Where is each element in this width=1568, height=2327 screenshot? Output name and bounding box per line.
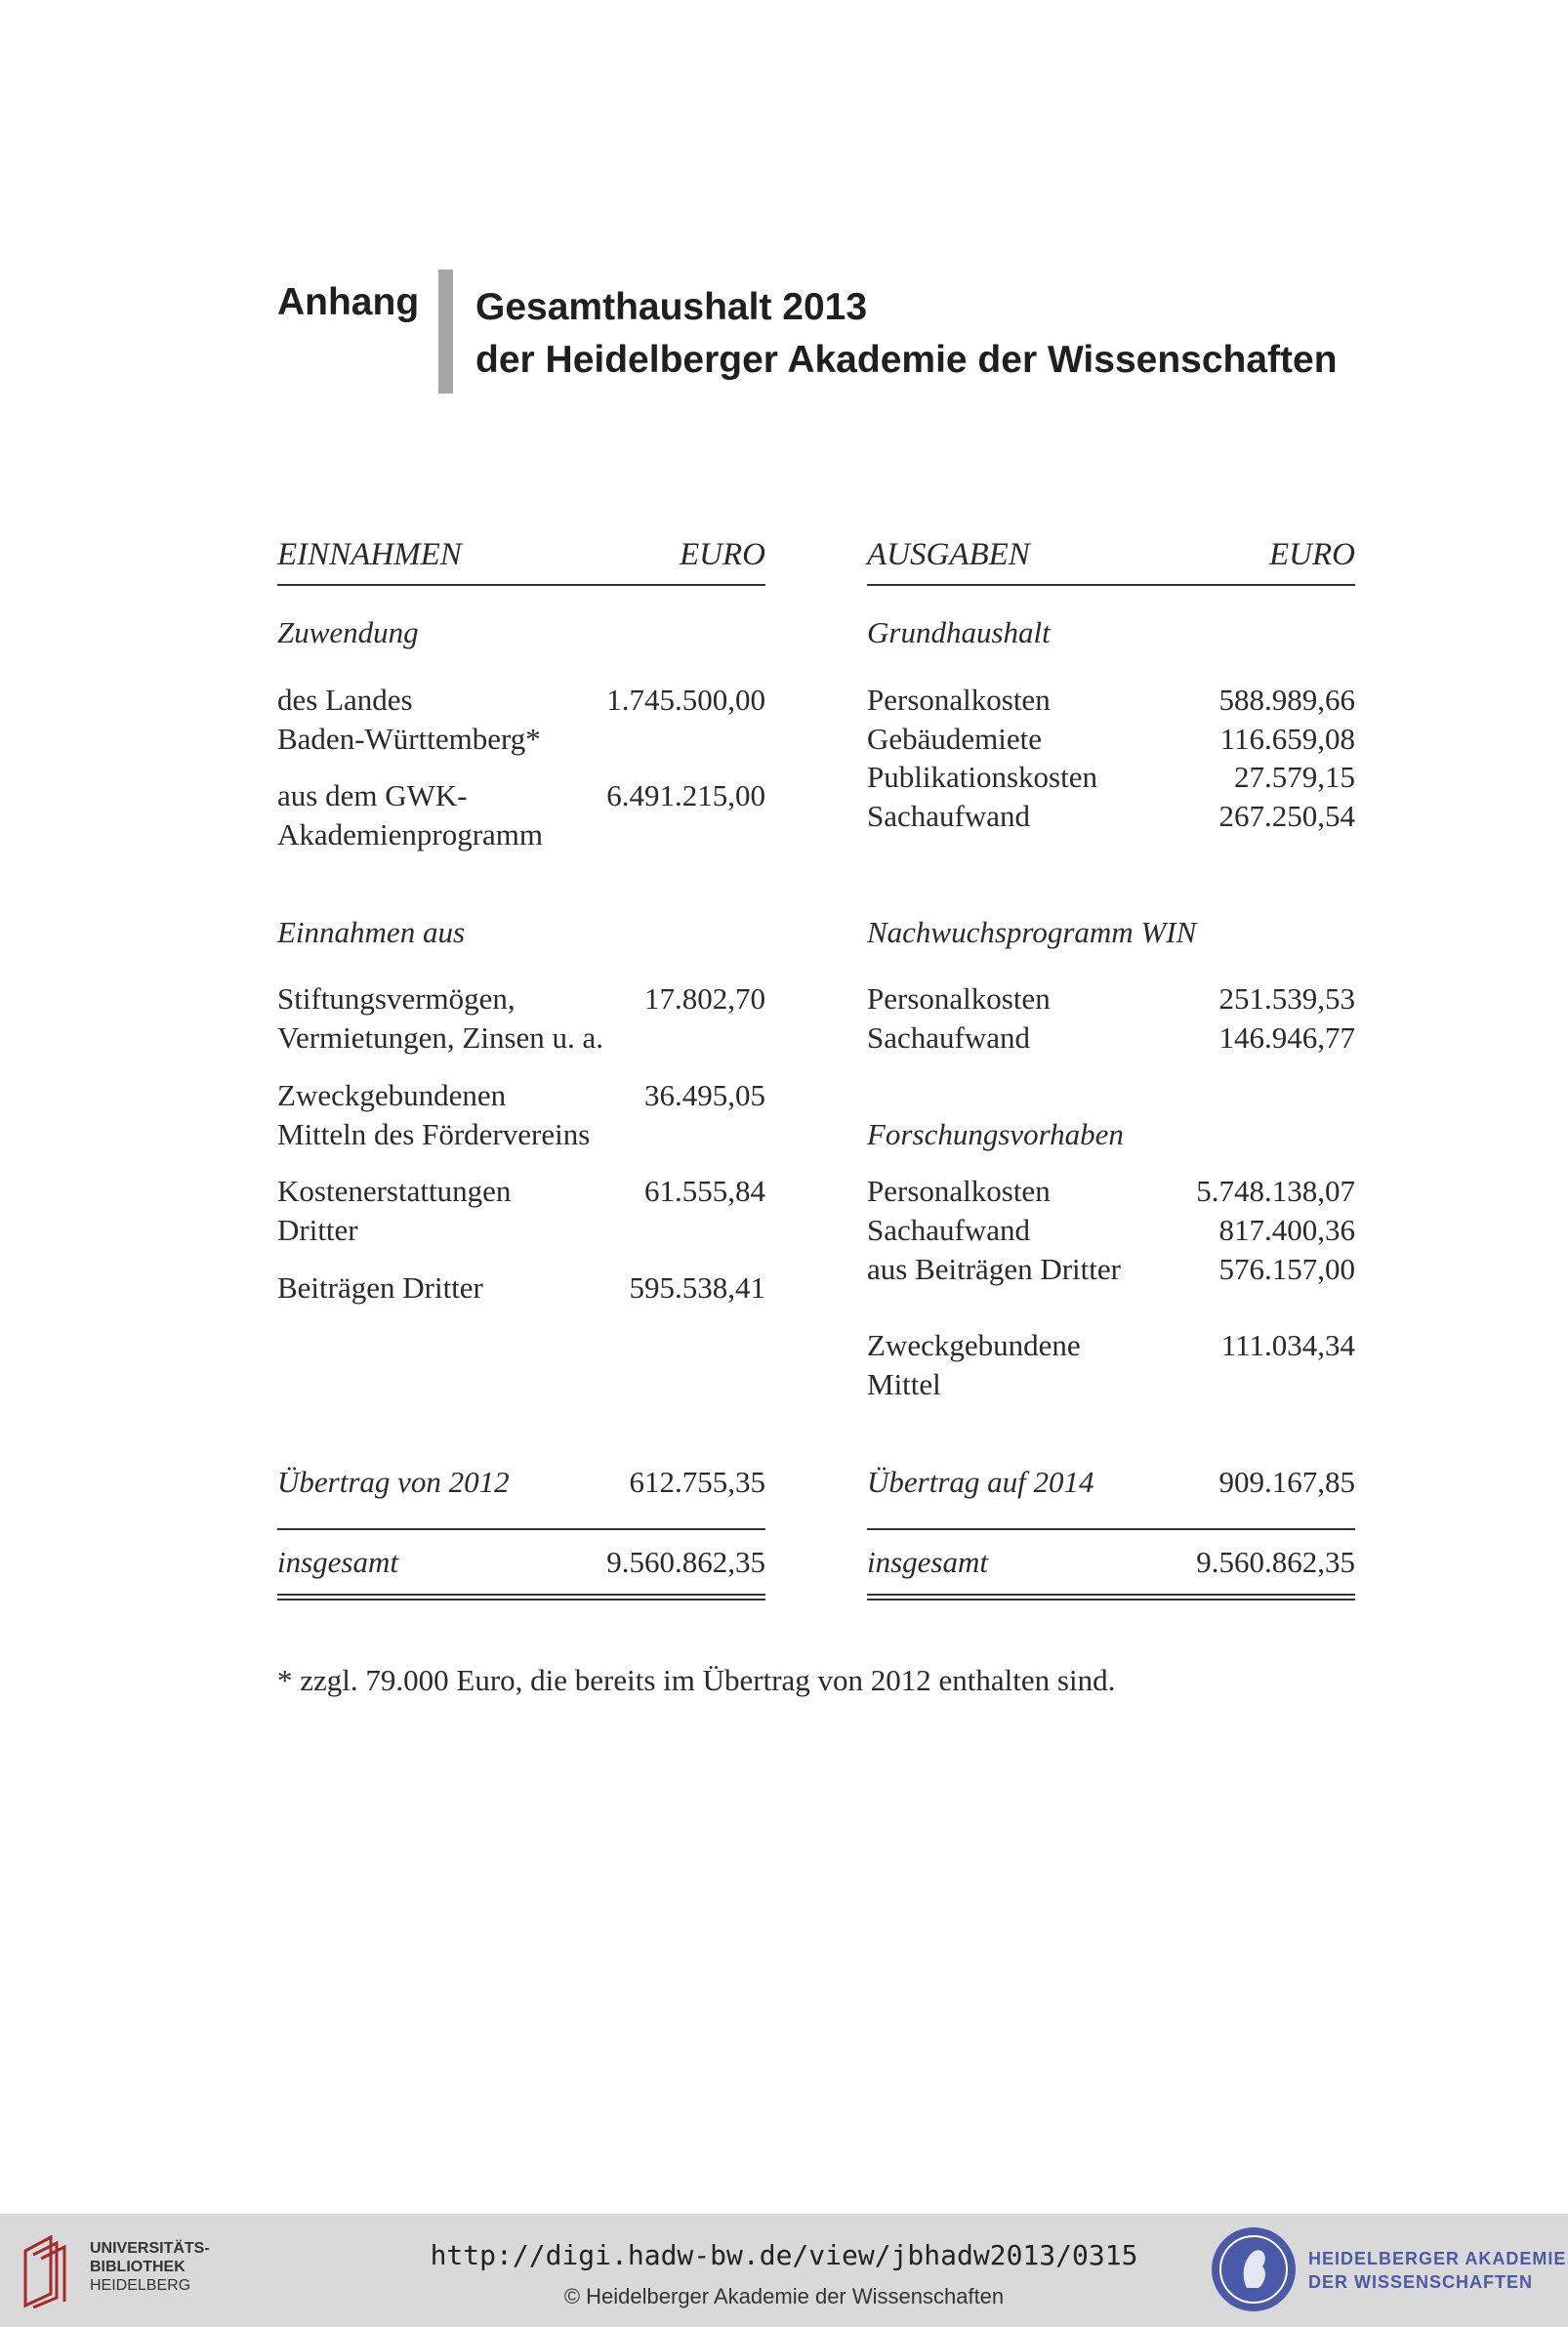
income-section-title: Einnahmen aus bbox=[277, 915, 466, 949]
expenses-total-label: insgesamt bbox=[867, 1545, 988, 1579]
income-row-label: Stiftungsvermögen, bbox=[277, 981, 516, 1016]
copyright-notice: © Heidelberger Akademie der Wissenschaften bbox=[563, 2284, 1005, 2308]
expenses-row-value: 27.579,15 bbox=[1234, 760, 1355, 794]
expenses-header-rule bbox=[867, 584, 1355, 586]
income-row-label: Kostenerstattungen bbox=[277, 1174, 512, 1208]
income-header-rule bbox=[277, 584, 765, 586]
expenses-section-title: Grundhaushalt bbox=[867, 615, 1051, 649]
income-total-value: 9.560.862,35 bbox=[606, 1545, 765, 1579]
expenses-row-label: aus Beiträgen Dritter bbox=[867, 1252, 1121, 1286]
expenses-section-title: Forschungsvorhaben bbox=[867, 1117, 1124, 1151]
expenses-carryover-value: 909.167,85 bbox=[1218, 1465, 1355, 1499]
expenses-total-value: 9.560.862,35 bbox=[1196, 1545, 1355, 1579]
academy-seal-icon bbox=[1212, 2227, 1296, 2311]
income-row-value: 17.802,70 bbox=[644, 981, 765, 1016]
income-row-value: 61.555,84 bbox=[644, 1174, 765, 1208]
income-subtotal-rule bbox=[277, 1528, 765, 1530]
income-row-value: 595.538,41 bbox=[629, 1270, 765, 1305]
academy-name-line-1: HEIDELBERGER AKADEMIE bbox=[1308, 2249, 1567, 2268]
section-label: Anhang bbox=[277, 281, 420, 323]
academy-name bbox=[1308, 2247, 1566, 2294]
income-row-label-cont: Mitteln des Fördervereins bbox=[277, 1117, 591, 1151]
expenses-total-double-rule bbox=[867, 1594, 1355, 1600]
income-total-label: insgesamt bbox=[277, 1545, 398, 1579]
income-row-value: 36.495,05 bbox=[644, 1078, 765, 1112]
income-row-label: aus dem GWK- bbox=[277, 778, 468, 812]
expenses-carryover-label: Übertrag auf 2014 bbox=[867, 1465, 1094, 1499]
income-row-value: 1.745.500,00 bbox=[606, 683, 765, 717]
expenses-section-title: Nachwuchsprogramm WIN bbox=[867, 915, 1197, 949]
expenses-header bbox=[867, 537, 1355, 586]
expenses-row-label: Sachaufwand bbox=[867, 1213, 1030, 1247]
expenses-column bbox=[867, 537, 1355, 1579]
page-title-line-1: Gesamthaushalt 2013 bbox=[475, 286, 868, 328]
income-header bbox=[277, 537, 765, 586]
expenses-row-value: 588.989,66 bbox=[1218, 683, 1355, 717]
expenses-row-label: Personalkosten bbox=[867, 683, 1051, 717]
expenses-row-value: 251.539,53 bbox=[1218, 981, 1355, 1016]
expenses-row-value: 817.400,36 bbox=[1218, 1213, 1355, 1247]
page-title-line-2: der Heidelberger Akademie der Wissenschaften bbox=[475, 339, 1338, 381]
income-carryover-value: 612.755,35 bbox=[629, 1465, 765, 1499]
expenses-row-value: 111.034,34 bbox=[1220, 1328, 1355, 1362]
income-row-label: Zweckgebundenen bbox=[277, 1078, 507, 1112]
library-name-line-1: UNIVERSITÄTS- bbox=[90, 2240, 210, 2257]
expenses-row-label: Personalkosten bbox=[867, 1174, 1051, 1208]
expenses-row-value: 116.659,08 bbox=[1219, 722, 1355, 756]
expenses-unit: EURO bbox=[1269, 537, 1355, 572]
expenses-subtotal-rule bbox=[867, 1528, 1355, 1530]
expenses-row-label: Gebäudemiete bbox=[867, 722, 1043, 756]
library-name-line-3: HEIDELBERG bbox=[90, 2277, 191, 2294]
income-row-label-cont: Baden-Württemberg* bbox=[277, 722, 541, 756]
expenses-row-value: 576.157,00 bbox=[1218, 1252, 1355, 1286]
expenses-row-value: 146.946,77 bbox=[1218, 1020, 1355, 1055]
income-unit: EURO bbox=[680, 537, 765, 572]
income-section-title: Zuwendung bbox=[277, 615, 419, 649]
page-title bbox=[475, 281, 1338, 387]
footer-bar bbox=[0, 2214, 1568, 2327]
income-row-value: 6.491.215,00 bbox=[606, 778, 765, 812]
expenses-row-label: Sachaufwand bbox=[867, 1020, 1030, 1055]
expenses-row-value: 5.748.138,07 bbox=[1196, 1174, 1355, 1208]
footnote: * zzgl. 79.000 Euro, die bereits im Übertrag von 2012 enthalten sind. bbox=[277, 1663, 1116, 1697]
expenses-row-label: Personalkosten bbox=[867, 981, 1051, 1016]
expenses-row-label: Zweckgebundene bbox=[867, 1328, 1081, 1362]
income-total-double-rule bbox=[277, 1594, 765, 1600]
library-name-line-2: BIBLIOTHEK bbox=[90, 2259, 186, 2275]
header-divider-bar bbox=[438, 270, 453, 394]
income-row-label-cont: Akademienprogramm bbox=[277, 817, 544, 852]
expenses-row-value: 267.250,54 bbox=[1218, 799, 1355, 833]
income-row-label-cont: Dritter bbox=[277, 1213, 358, 1247]
permalink-url[interactable]: http://digi.hadw-bw.de/view/jbhadw2013/0315 bbox=[430, 2239, 1138, 2271]
income-heading: EINNAHMEN bbox=[277, 537, 462, 572]
expenses-row-label: Publikationskosten bbox=[867, 760, 1097, 794]
expenses-row-label-cont: Mittel bbox=[867, 1367, 941, 1401]
expenses-row-label: Sachaufwand bbox=[867, 799, 1030, 833]
income-row-label: Beiträgen Dritter bbox=[277, 1270, 483, 1305]
income-column bbox=[277, 537, 765, 1579]
income-carryover-label: Übertrag von 2012 bbox=[277, 1465, 510, 1499]
income-row-label: des Landes bbox=[277, 683, 413, 717]
expenses-heading: AUSGABEN bbox=[867, 537, 1030, 572]
academy-name-line-2: DER WISSENSCHAFTEN bbox=[1308, 2272, 1534, 2292]
income-row-label-cont: Vermietungen, Zinsen u. a. bbox=[277, 1020, 604, 1055]
